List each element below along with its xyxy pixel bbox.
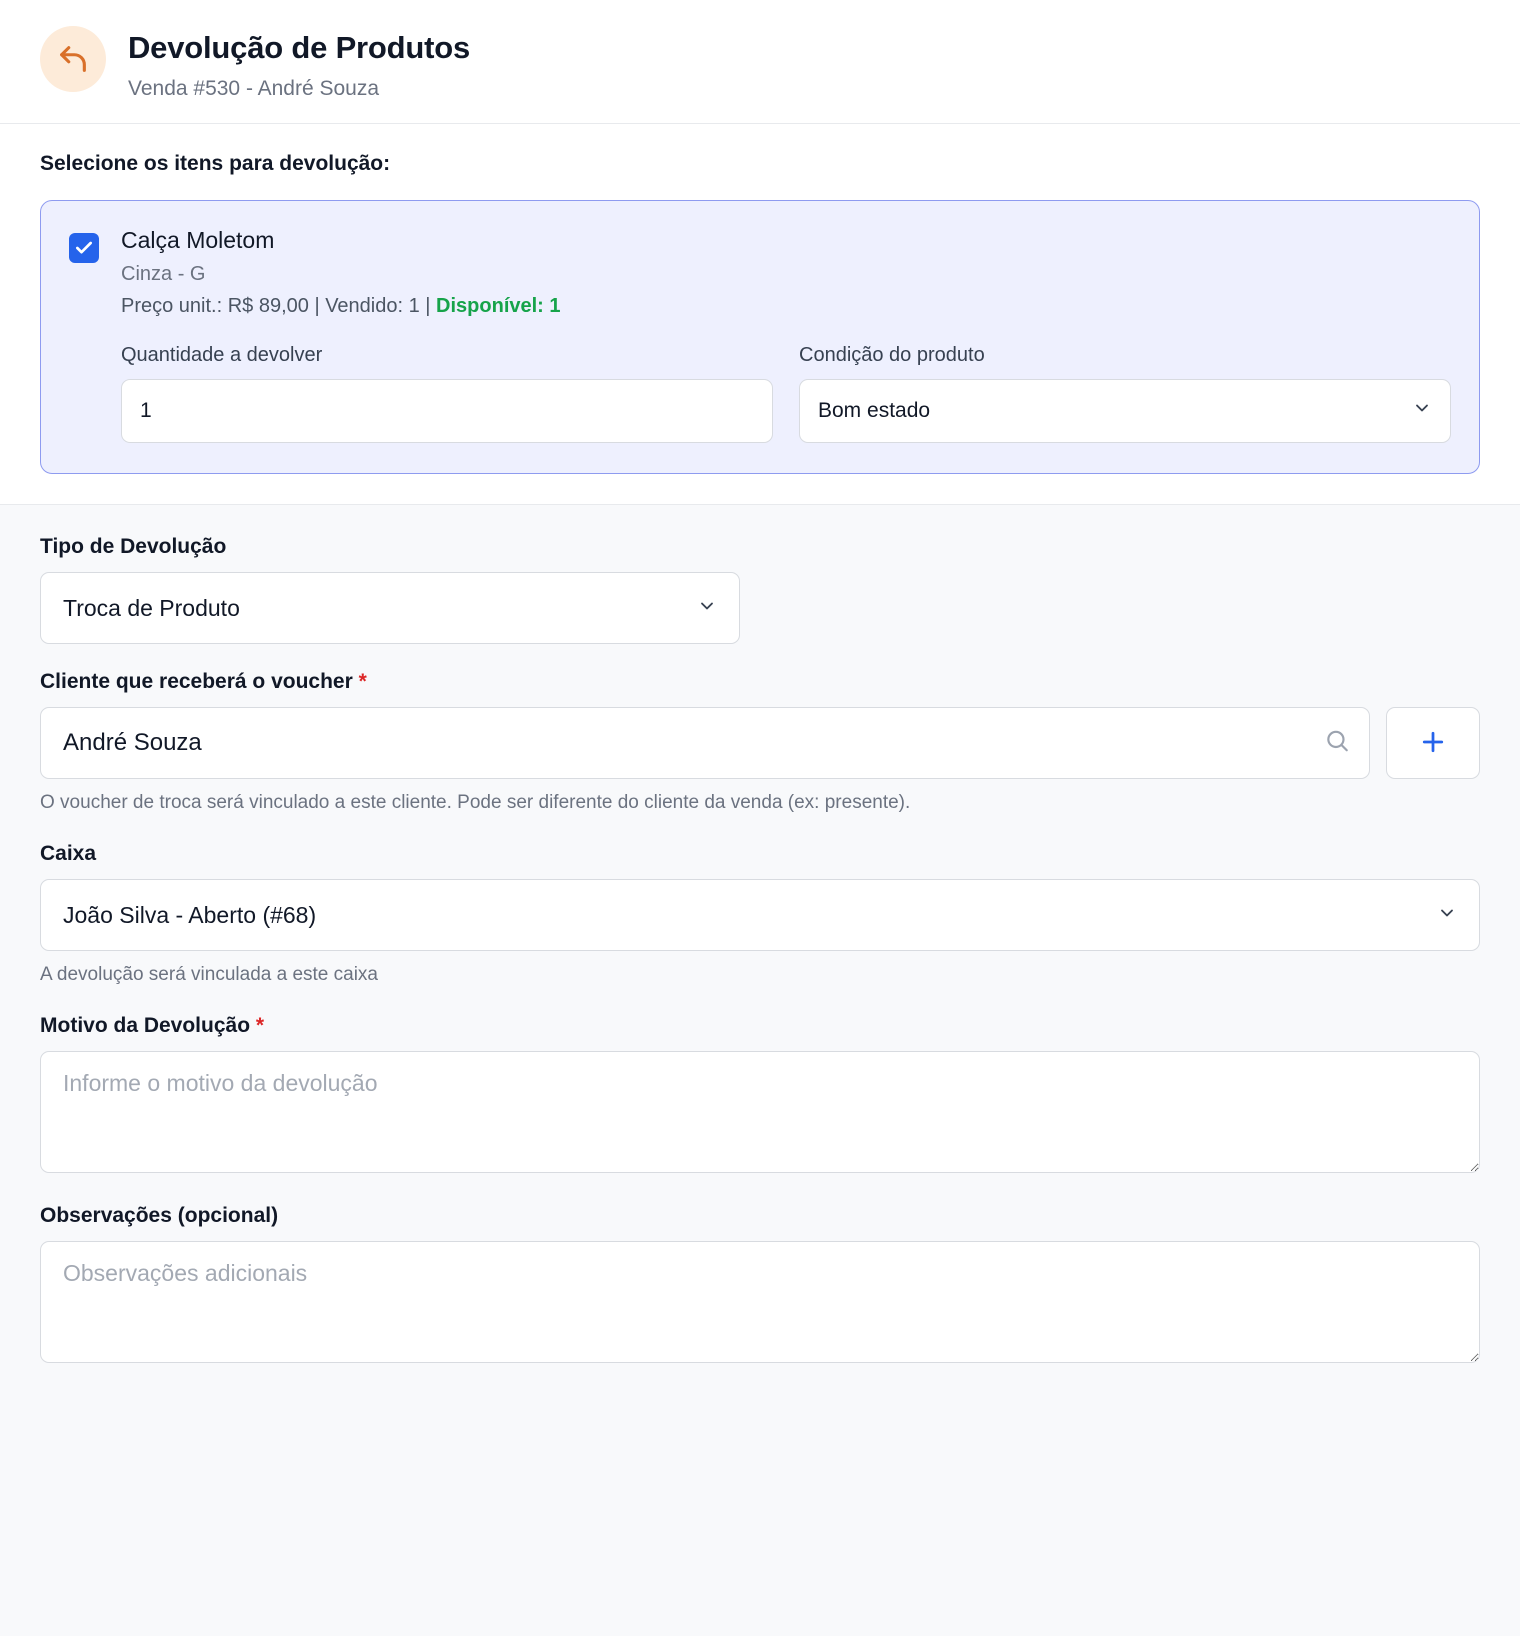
page-subtitle: Venda #530 - André Souza (128, 76, 380, 100)
voucher-client-input[interactable] (40, 707, 1370, 779)
item-variant: Cinza - G (121, 263, 206, 286)
cashier-help-text: A devolução será vinculada a este caixa (40, 964, 378, 986)
voucher-client-search-wrap (40, 707, 1370, 779)
item-meta-prefix: Preço unit.: R$ 89,00 | Vendido: 1 | (121, 295, 437, 318)
return-item-card[interactable] (40, 200, 1480, 475)
voucher-client-label-text: Cliente que receberá o voucher (40, 670, 353, 694)
voucher-client-row (40, 707, 1480, 779)
quantity-input[interactable] (121, 379, 773, 443)
item-meta (121, 295, 1451, 318)
condition-label: Condição do produto (799, 344, 985, 367)
cashier-label: Caixa (40, 842, 97, 866)
return-type-select[interactable] (40, 572, 740, 644)
add-client-button[interactable] (1386, 707, 1480, 779)
quantity-field-group (121, 344, 773, 443)
header-text-block (128, 26, 470, 101)
chevron-down-icon (1412, 398, 1432, 424)
cashier-group (40, 842, 1480, 988)
arrow-left-curved-icon (56, 42, 90, 76)
condition-field-group (799, 344, 1451, 443)
reason-group (40, 1014, 1480, 1178)
item-available-count: Disponível: 1 (436, 295, 561, 318)
return-type-group (40, 535, 1480, 644)
quantity-label: Quantidade a devolver (121, 344, 323, 367)
cashier-value: João Silva - Aberto (#68) (63, 901, 317, 928)
chevron-down-icon (697, 595, 717, 622)
page-header (0, 0, 1520, 124)
item-name: Calça Moletom (121, 226, 275, 253)
required-marker: * (358, 670, 367, 694)
reason-label (40, 1014, 1480, 1038)
voucher-help-text: O voucher de troca será vinculado a este cliente. Pode ser diferente do cliente da venda (ex: presente). (40, 792, 911, 814)
condition-select[interactable] (799, 379, 1451, 443)
return-type-label: Tipo de Devolução (40, 535, 227, 559)
voucher-client-label (40, 670, 1480, 694)
item-fields-row (121, 344, 1451, 443)
notes-textarea[interactable] (40, 1241, 1480, 1363)
condition-value: Bom estado (818, 399, 931, 423)
reason-textarea[interactable] (40, 1051, 1480, 1173)
item-body (121, 227, 1451, 444)
required-marker: * (255, 1013, 265, 1037)
items-section (0, 124, 1520, 506)
items-section-label: Selecione os itens para devolução: (40, 151, 391, 175)
reason-label-text: Motivo da Devolução (40, 1013, 251, 1037)
chevron-down-icon (1437, 902, 1457, 929)
cashier-select[interactable] (40, 879, 1480, 951)
return-form-section (0, 505, 1520, 1636)
item-checkbox[interactable] (69, 233, 99, 263)
plus-icon (1418, 727, 1448, 760)
back-button[interactable] (40, 26, 106, 92)
check-icon (74, 238, 94, 258)
return-type-value: Troca de Produto (63, 594, 240, 621)
voucher-client-group (40, 670, 1480, 816)
notes-group (40, 1204, 1480, 1368)
notes-label: Observações (opcional) (40, 1203, 279, 1227)
page-title: Devolução de Produtos (128, 30, 471, 65)
